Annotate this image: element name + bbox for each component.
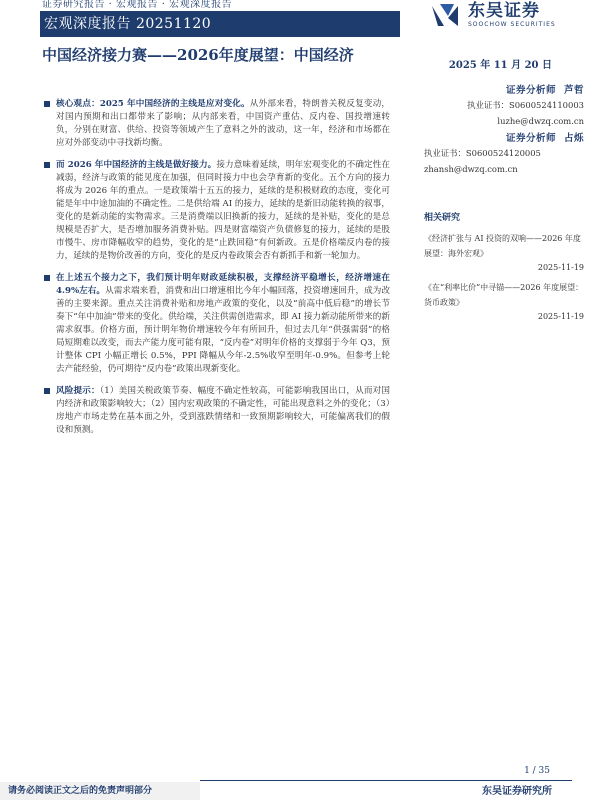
breadcrumb: 证券研究报告 · 宏观报告 · 宏观深度报告 <box>42 0 233 10</box>
analyst-heading <box>424 82 584 96</box>
body-paragraph-core-view <box>42 98 390 150</box>
paragraph-text: 从外部来看，特朗普关税反复变动，对国内预期和出口都带来了影响；从内部来看，中国资产重估、反内卷、国投增速转负，分别在财富、供给、投资等领域产生了意料之外的波动，这一年，经济和市场都在应对外部变动中寻找新均衡。 <box>56 99 390 148</box>
bullet-square-icon <box>44 162 50 168</box>
logo-text-cn: 东吴证券 <box>468 1 540 21</box>
paragraph-lead: 在上述五个接力之下，我们预计明年财政延续积极，支撑经济平稳增长，经济增速在 4.9%左右。 <box>56 273 390 296</box>
bullet-square-icon <box>44 275 50 281</box>
report-body <box>42 98 390 446</box>
related-research-item[interactable]: 《在“利率比价”中寻锚——2026 年度展望：货币政策》 <box>424 283 584 307</box>
analyst-name: 芦哲 <box>563 85 584 96</box>
footer-firm-name: 东吴证券研究所 <box>482 786 552 797</box>
bullet-square-icon <box>44 388 50 394</box>
bullet-square-icon <box>44 101 50 107</box>
analyst-email[interactable]: luzhe@dwzq.com.cn <box>497 116 584 126</box>
firm-logo <box>428 0 588 32</box>
analyst-role: 证券分析师 <box>505 133 556 144</box>
logo-text-en: SOOCHOW SECURITIES <box>468 21 556 28</box>
related-research-date: 2025-11-19 <box>537 312 584 321</box>
paragraph-lead: 而 2026 年中国经济的主线是做好接力。 <box>56 160 217 170</box>
related-research-item[interactable]: 《经济扩张与 AI 投资的双响——2026 年度展望：海外宏观》 <box>424 234 581 258</box>
page-number: 1 / 35 <box>524 766 550 776</box>
report-date: 2025 年 11 月 20 日 <box>448 60 552 71</box>
disclaimer-note: 请务必阅读正文之后的免责声明部分 <box>0 782 200 800</box>
report-title: 中国经济接力赛——2026年度展望：中国经济 <box>42 46 354 64</box>
analyst-email[interactable]: zhansh@dwzq.com.cn <box>424 164 518 174</box>
paragraph-text: 接力意味着延续，明年宏观变化的不确定性在减弱，经济与政策的能见度在加强，但同时接力中也会孕育新的变化。五个方向的接力将成为 2026 年的重点。一是政策端十五五的接力，延续的是积极财政的态度，变化可能是年中中途加油的不确定性。二是供给端 AI 的接力，延续的是新旧动能转换的叙事，变化的是新动能的实物需求。三是消费端以旧换新的接力，延续的是补贴，变化的是总规模是否扩大，是否增加服务消费补贴。四是财富端资产负债修复的接力，延续的是股市慢牛、房市降幅收窄的趋势，变化的是“止跌回稳”有何新政。五是价格端反内卷的接力，延续的是物价改善的方向，变化的是反内卷政策会否有新抓手和新一轮加力。 <box>56 160 390 261</box>
body-paragraph-relay <box>42 159 390 263</box>
analyst-certificate: 执业证书：S0600524110003 <box>467 100 584 110</box>
analyst-certificate: 执业证书：S0600524120005 <box>424 148 541 158</box>
related-research-date: 2025-11-19 <box>537 263 584 272</box>
report-type-banner: 宏观深度报告 20251120 <box>40 11 400 37</box>
analyst-name: 占烁 <box>563 133 584 144</box>
logo-mark-icon <box>430 2 460 28</box>
header-bar <box>0 0 600 40</box>
sidebar <box>424 80 584 321</box>
paragraph-text: 从需求端来看，消费和出口增速相比今年小幅回落，投资增速回升，成为改善的主要来源。重点关注消费补贴和房地产政策的变化，以及“前高中低后稳”的增长节奏下“年中加油”带来的变化。供给端，关注供需创造需求，即 AI 接力新动能所带来的新需求叙事。价格方面，预计明年物价增速较今年有所回升，但过去几年“供强需弱”的格局短期难以改变，而去产能力度可能有限，“反内卷”对明年价格的支撑弱于今年 Q3，预计整体 CPI 小幅正增长 0.5%，PPI 降幅从今年-2.5%收窄至明年-0.9%。但参考上轮去产能经验，仍可期待“反内卷”政策出现新变化。 <box>56 286 390 374</box>
related-research-heading: 相关研究 <box>424 213 461 223</box>
footer-divider <box>200 780 572 781</box>
analyst-role: 证券分析师 <box>505 85 556 96</box>
paragraph-lead: 核心观点：2025 年中国经济的主线是应对变化。 <box>56 99 250 109</box>
body-paragraph-forecast <box>42 272 390 376</box>
paragraph-lead: 风险提示： <box>56 386 100 396</box>
body-paragraph-risk <box>42 385 390 437</box>
analyst-heading <box>424 130 584 144</box>
paragraph-text: （1）美国关税政策节奏、幅度不确定性较高，可能影响我国出口，从而对国内经济和政策影响较大；（2）国内宏观政策的不确定性，可能出现意料之外的变化；（3）房地产市场走势在基本面之外，受到涨跌情绪和一致预期影响较大，可能偏离我们的假设和预测。 <box>56 386 390 435</box>
